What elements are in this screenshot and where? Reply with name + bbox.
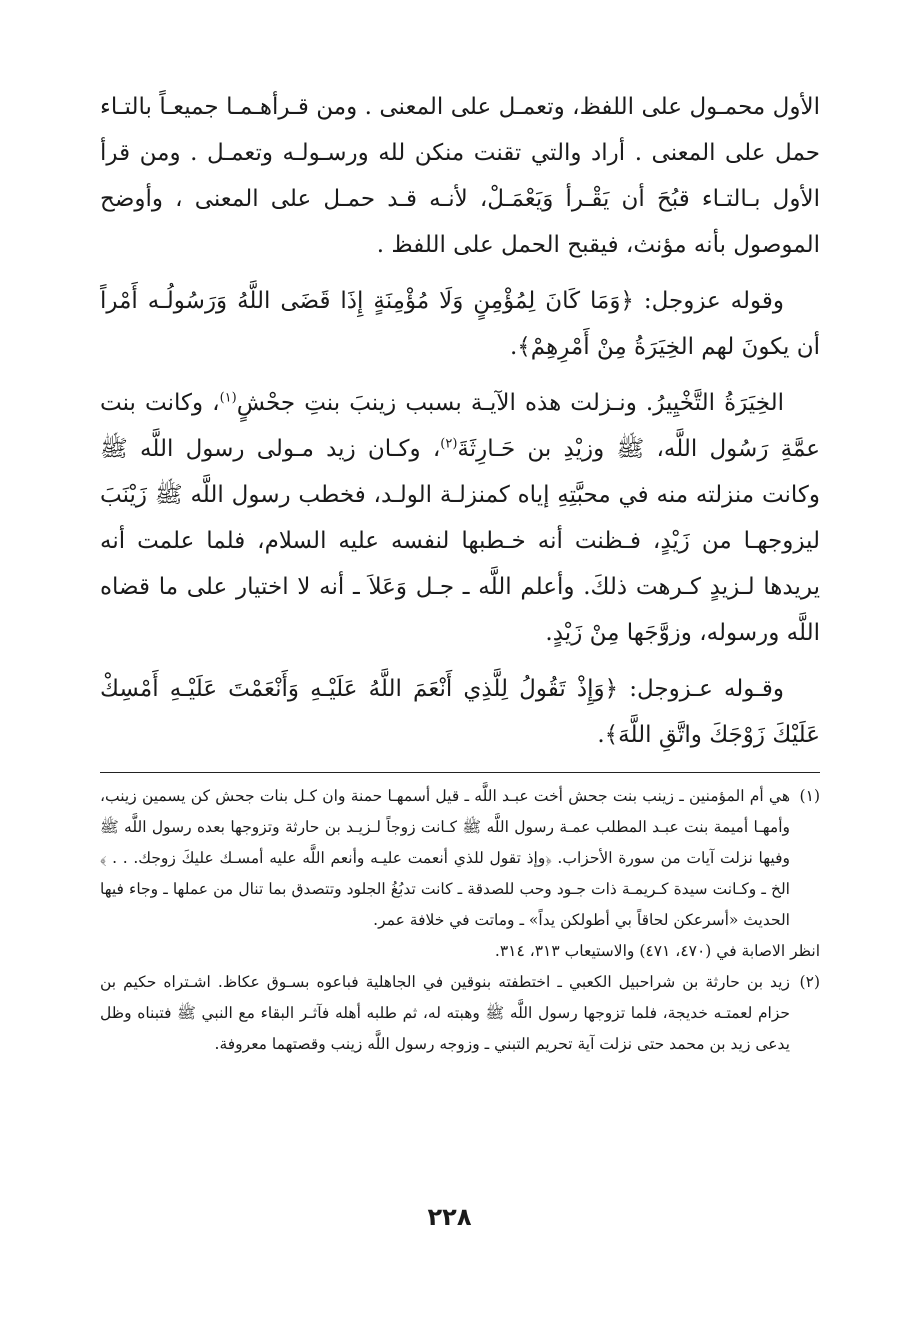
body-paragraph-4-verse: وقـوله عـزوجل: ﴿وَإِذْ تَقُولُ لِلَّذِي أَنْعَمَ اللَّهُ عَلَيْـهِ وَأَنْعَمْتَ عَلَيْـهِ أَمْسِكْ عَلَيْكَ زَوْجَكَ واتَّقِ اللَّهَ﴾. [100,676,820,748]
footnote-1-number: (١) [799,787,820,805]
footnote-2-text: زيد بن حارثة بن شراحبيل الكعبي ـ اختطفته بنوقين في الجاهلية فباعوه بسـوق عكاظ. اشـتراه حكيم بن حزام لعمتـه خديجة، فلما تزوجها رسول اللَّه ﷺ وهبته له، ثم طلبه أهله فآثـر البقاء مع النبي ﷺ فتبناه وظل يدعى زيد بن محمد حتى نزلت آية تحريم التبني ـ وزوجه رسول اللَّه زينب وقصتهما معروفة. [100,973,790,1053]
footnote-divider [100,772,820,773]
footnote-reference-line: انظر الاصابة في (٤٧٠، ٤٧١) والاستيعاب ٣١٣، ٣١٤. [494,942,820,960]
paragraph-3-part-c: ، وكـان زيد مـولى رسول اللَّه ﷺ وكانت منزلته منه في محبَّتِهِ إياه كمنزلـة الولـد، فخطب رسول اللَّه ﷺ زَيْنَبَ ليزوجهـا من زَيْدٍ، فـظنت أنه خـطبها لنفسه عليه السلام، فلما علمت أنه يريدها لـزيدٍ كـرهت ذلكَ. وأعلم اللَّه ـ جـل وَعَلاَ ـ أنه لا اختيار على ما قضاه اللَّه ورسوله، وزوَّجَها مِنْ زَيْدٍ. [100,436,820,646]
footnote-marker-2: (٢) [440,436,458,452]
footnote-1-text: هي أم المؤمنين ـ زينب بنت جحش أخت عبـد اللَّه ـ قيل أسمهـا حمنة وان كـل بنات جحش كن يسمين زينب، وأمهـا أميمة بنت عبـد المطلب عمـة رسول اللَّه ﷺ كـانت زوجاً لـزيـد بن حارثة وتزوجها بعده رسول اللَّه ﷺ وفيها نزلت آيات من سورة الأحزاب. ﴿وإذ تقول للذي أنعمت عليـه وأنعم اللَّه عليه أمسـك عليكَ زوجك. . . ﴾ الخ ـ وكـانت سيدة كـريمـة ذات جـود وحب للصدقة ـ كانت تدبُغُ الجلود وتتصدق بما تنال من عملها ـ وجاء فيها الحديث «أسرعكن لحاقاً بي أطولكن يداً» ـ وماتت في خلافة عمر. [100,787,790,929]
footnote-marker-1: (١) [219,390,237,406]
page-number: ٢٢٨ [427,1203,472,1231]
body-paragraph-1: الأول محمـول على اللفظ، وتعمـل على المعنى . ومن قـرأهـمـا جميعـاً بالتـاء حمل على المعنى . أراد والتي تقنت منكن لله ورسـولـه وتعمـل . ومن قرأ الأول بـالتـاء قبُحَ أن يَقْـرأ وَيَعْمَـلْ، لأنـه قـد حمـل على المعنى ، وأوضح الموصول بأنه مؤنث، فيقبح الحمل على اللفظ . [100,94,820,258]
body-paragraph-2-verse: وقوله عزوجل: ﴿وَمَا كَانَ لِمُؤْمِنٍ وَلَا مُؤْمِنَةٍ إِذَا قَضَى اللَّهُ وَرَسُولُـه أَمْراً أن يكونَ لهم الخِيَرَةُ مِنْ أَمْرِهِمْ﴾. [100,288,820,360]
footnotes-section [100,781,820,1060]
footnote-1 [100,781,820,936]
page-content [100,84,820,1060]
paragraph-3-part-a: الخِيَرَةُ التَّخْيِيرُ. ونـزلت هذه الآيـة بسبب زينبَ بنتِ جحْشٍ [236,390,784,416]
footnote-2-number: (٢) [799,973,820,991]
footnote-2 [100,967,820,1060]
paragraph-3-part-b: ، وكانت بنت عمَّةِ رَسُول اللَّه، ﷺ وزيْدِ بن حَـارِثَةَ [100,390,820,462]
body-paragraph-3 [100,380,820,656]
